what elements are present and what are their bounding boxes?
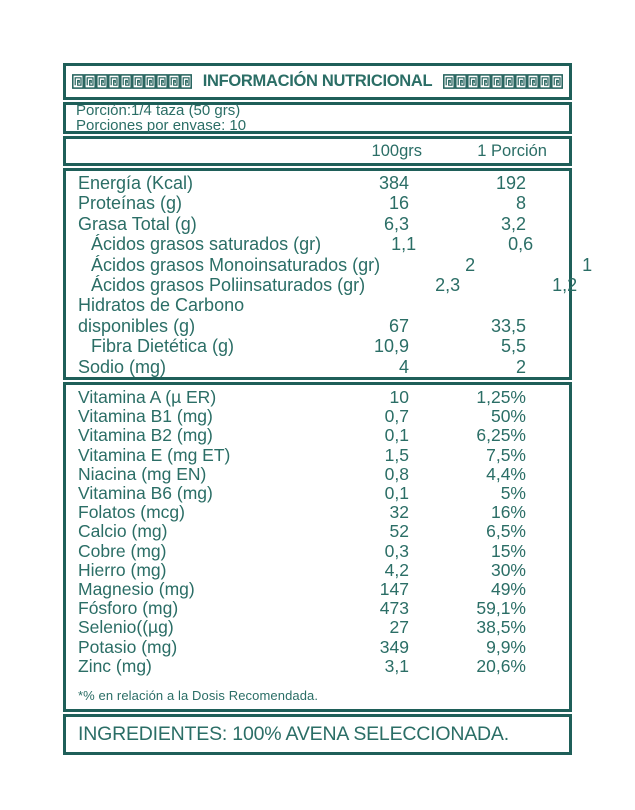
page-title: INFORMACIÓN NUTRICIONAL	[202, 72, 433, 90]
nutrient-label: disponibles (g)	[78, 315, 196, 336]
table-row	[66, 618, 569, 637]
value-100grs: 32	[389, 502, 409, 523]
table-row	[66, 336, 569, 356]
value-1porcion: 0,6	[508, 234, 534, 255]
nutrient-label: Ácidos grasos Poliinsaturados (gr)	[91, 275, 366, 296]
nutrient-label: Cobre (mg)	[78, 540, 167, 561]
macronutrients-table	[63, 168, 593, 380]
value-1porcion: 5%	[500, 483, 526, 504]
greek-key-unit-icon	[168, 74, 180, 89]
table-row	[66, 580, 569, 599]
table-row	[66, 407, 569, 426]
nutrient-label: Grasa Total (g)	[78, 213, 197, 234]
value-100grs: 67	[388, 315, 409, 336]
nutrient-label: Zinc (mg)	[78, 655, 152, 676]
value-100grs: 2	[465, 254, 476, 275]
value-100grs: 10	[389, 387, 409, 407]
value-100grs: 2,3	[435, 275, 461, 296]
greek-key-unit-icon	[156, 74, 168, 89]
nutrient-label: Fibra Dietética (g)	[91, 336, 235, 357]
micronutrients-table	[66, 388, 569, 676]
greek-key-unit-icon	[527, 74, 539, 89]
portions-per-package-text: Porciones por envase: 10	[76, 116, 247, 134]
value-1porcion: 4,4%	[486, 463, 526, 484]
greek-key-unit-icon	[551, 74, 563, 89]
value-1porcion: 5,5	[500, 336, 526, 357]
nutrient-label: Vitamina B2 (mg)	[78, 425, 213, 446]
nutrition-header	[63, 63, 572, 100]
greek-key-unit-icon	[84, 74, 96, 89]
table-row	[66, 316, 569, 336]
value-100grs: 0,1	[384, 425, 409, 446]
value-1porcion: 20,6%	[476, 655, 526, 676]
table-row	[66, 254, 593, 275]
table-row	[66, 388, 569, 407]
value-1porcion: 15%	[490, 540, 526, 561]
table-row	[66, 484, 569, 503]
nutrient-label: Ácidos grasos saturados (gr)	[91, 234, 322, 255]
value-100grs: 4	[398, 356, 409, 377]
nutrient-label: Fósforo (mg)	[78, 598, 179, 619]
table-row	[66, 275, 578, 296]
value-100grs: 0,8	[384, 463, 409, 484]
table-row	[66, 465, 569, 484]
value-100grs: 349	[379, 636, 409, 657]
nutrient-label: Folatos (mcg)	[78, 502, 185, 523]
greek-key-unit-icon	[503, 74, 515, 89]
nutrient-label: Niacina (mg EN)	[78, 463, 207, 484]
greek-key-unit-icon	[467, 74, 479, 89]
value-100grs: 27	[389, 617, 409, 638]
value-100grs: 0,7	[384, 406, 409, 427]
value-100grs: 10,9	[373, 336, 409, 357]
value-100grs: 1,5	[384, 444, 409, 465]
daily-dose-footnote: *% en relación a la Dosis Recomendada.	[78, 688, 319, 704]
greek-key-pattern-left-icon	[72, 74, 192, 89]
greek-key-unit-icon	[108, 74, 120, 89]
value-1porcion: 7,5%	[486, 444, 526, 465]
nutrient-label: Calcio (mg)	[78, 521, 168, 542]
nutrient-label: Selenio((µg)	[78, 617, 174, 638]
nutrient-label: Vitamina E (mg ET)	[78, 444, 231, 465]
value-1porcion: 16%	[490, 502, 526, 523]
nutrient-label: Hierro (mg)	[78, 559, 167, 580]
table-row	[66, 638, 569, 657]
nutrition-label	[63, 63, 593, 755]
value-100grs: 3,1	[384, 655, 409, 676]
greek-key-unit-icon	[479, 74, 491, 89]
greek-key-unit-icon	[515, 74, 527, 89]
nutrient-label: Vitamina B1 (mg)	[78, 406, 213, 427]
value-100grs: 16	[388, 193, 409, 214]
value-100grs: 384	[378, 173, 409, 193]
table-row	[66, 522, 569, 541]
column-header-bar	[63, 136, 572, 166]
ingredients-bar	[63, 714, 572, 755]
column-header-1porcion: 1 Porción	[477, 141, 547, 160]
greek-key-unit-icon	[443, 74, 455, 89]
value-1porcion: 192	[495, 173, 526, 193]
nutrient-label: Hidratos de Carbono	[78, 295, 245, 316]
value-1porcion: 8	[515, 193, 526, 214]
table-row	[66, 561, 569, 580]
value-1porcion: 1,25%	[476, 387, 526, 407]
value-1porcion: 33,5	[490, 315, 526, 336]
micronutrients-section	[63, 382, 572, 712]
greek-key-unit-icon	[144, 74, 156, 89]
nutrient-label: Potasio (mg)	[78, 636, 178, 657]
nutrient-label: Magnesio (mg)	[78, 579, 195, 600]
value-1porcion: 59,1%	[476, 598, 526, 619]
value-1porcion: 2	[515, 356, 526, 377]
nutrient-label: Sodio (mg)	[78, 356, 167, 377]
greek-key-unit-icon	[180, 74, 192, 89]
value-1porcion: 30%	[490, 559, 526, 580]
value-1porcion: 3,2	[500, 213, 526, 234]
value-1porcion: 49%	[490, 579, 526, 600]
nutrient-label: Vitamina B6 (mg)	[78, 483, 213, 504]
table-row	[66, 503, 569, 522]
value-1porcion: 6,25%	[476, 425, 526, 446]
greek-key-pattern-right-icon	[443, 74, 563, 89]
value-100grs: 0,3	[384, 540, 409, 561]
value-1porcion: 38,5%	[476, 617, 526, 638]
portion-info	[63, 102, 572, 134]
table-row	[66, 657, 569, 676]
value-1porcion: 50%	[490, 406, 526, 427]
table-row	[66, 357, 569, 377]
nutrient-label: Ácidos grasos Monoinsaturados (gr)	[91, 254, 381, 275]
portion-size-text: Porción:1/4 taza (50 grs)	[76, 102, 241, 119]
table-row	[66, 426, 569, 445]
table-row	[66, 599, 569, 618]
greek-key-unit-icon	[491, 74, 503, 89]
value-100grs: 147	[379, 579, 409, 600]
table-row	[66, 234, 569, 254]
value-1porcion: 1	[582, 254, 593, 275]
nutrient-label: Proteínas (g)	[78, 193, 183, 214]
value-1porcion: 6,5%	[486, 521, 526, 542]
table-row	[66, 446, 569, 465]
table-row	[66, 295, 569, 315]
column-header-100grs: 100grs	[371, 141, 422, 160]
value-100grs: 473	[379, 598, 409, 619]
greek-key-unit-icon	[72, 74, 84, 89]
nutrient-label: Energía (Kcal)	[78, 173, 194, 193]
table-row	[66, 173, 569, 193]
greek-key-unit-icon	[539, 74, 551, 89]
greek-key-unit-icon	[96, 74, 108, 89]
value-100grs: 6,3	[383, 213, 409, 234]
value-100grs: 4,2	[384, 559, 409, 580]
greek-key-unit-icon	[120, 74, 132, 89]
value-1porcion: 9,9%	[486, 636, 526, 657]
value-100grs: 52	[389, 521, 409, 542]
ingredients-text: INGREDIENTES: 100% AVENA SELECCIONADA.	[78, 723, 509, 745]
table-row	[66, 193, 569, 213]
value-1porcion: 1,2	[552, 275, 578, 296]
value-100grs: 0,1	[384, 483, 409, 504]
table-row	[66, 542, 569, 561]
value-100grs: 1,1	[391, 234, 417, 255]
table-row	[66, 214, 569, 234]
nutrient-label: Vitamina A (µ ER)	[78, 387, 217, 407]
greek-key-unit-icon	[132, 74, 144, 89]
greek-key-unit-icon	[455, 74, 467, 89]
